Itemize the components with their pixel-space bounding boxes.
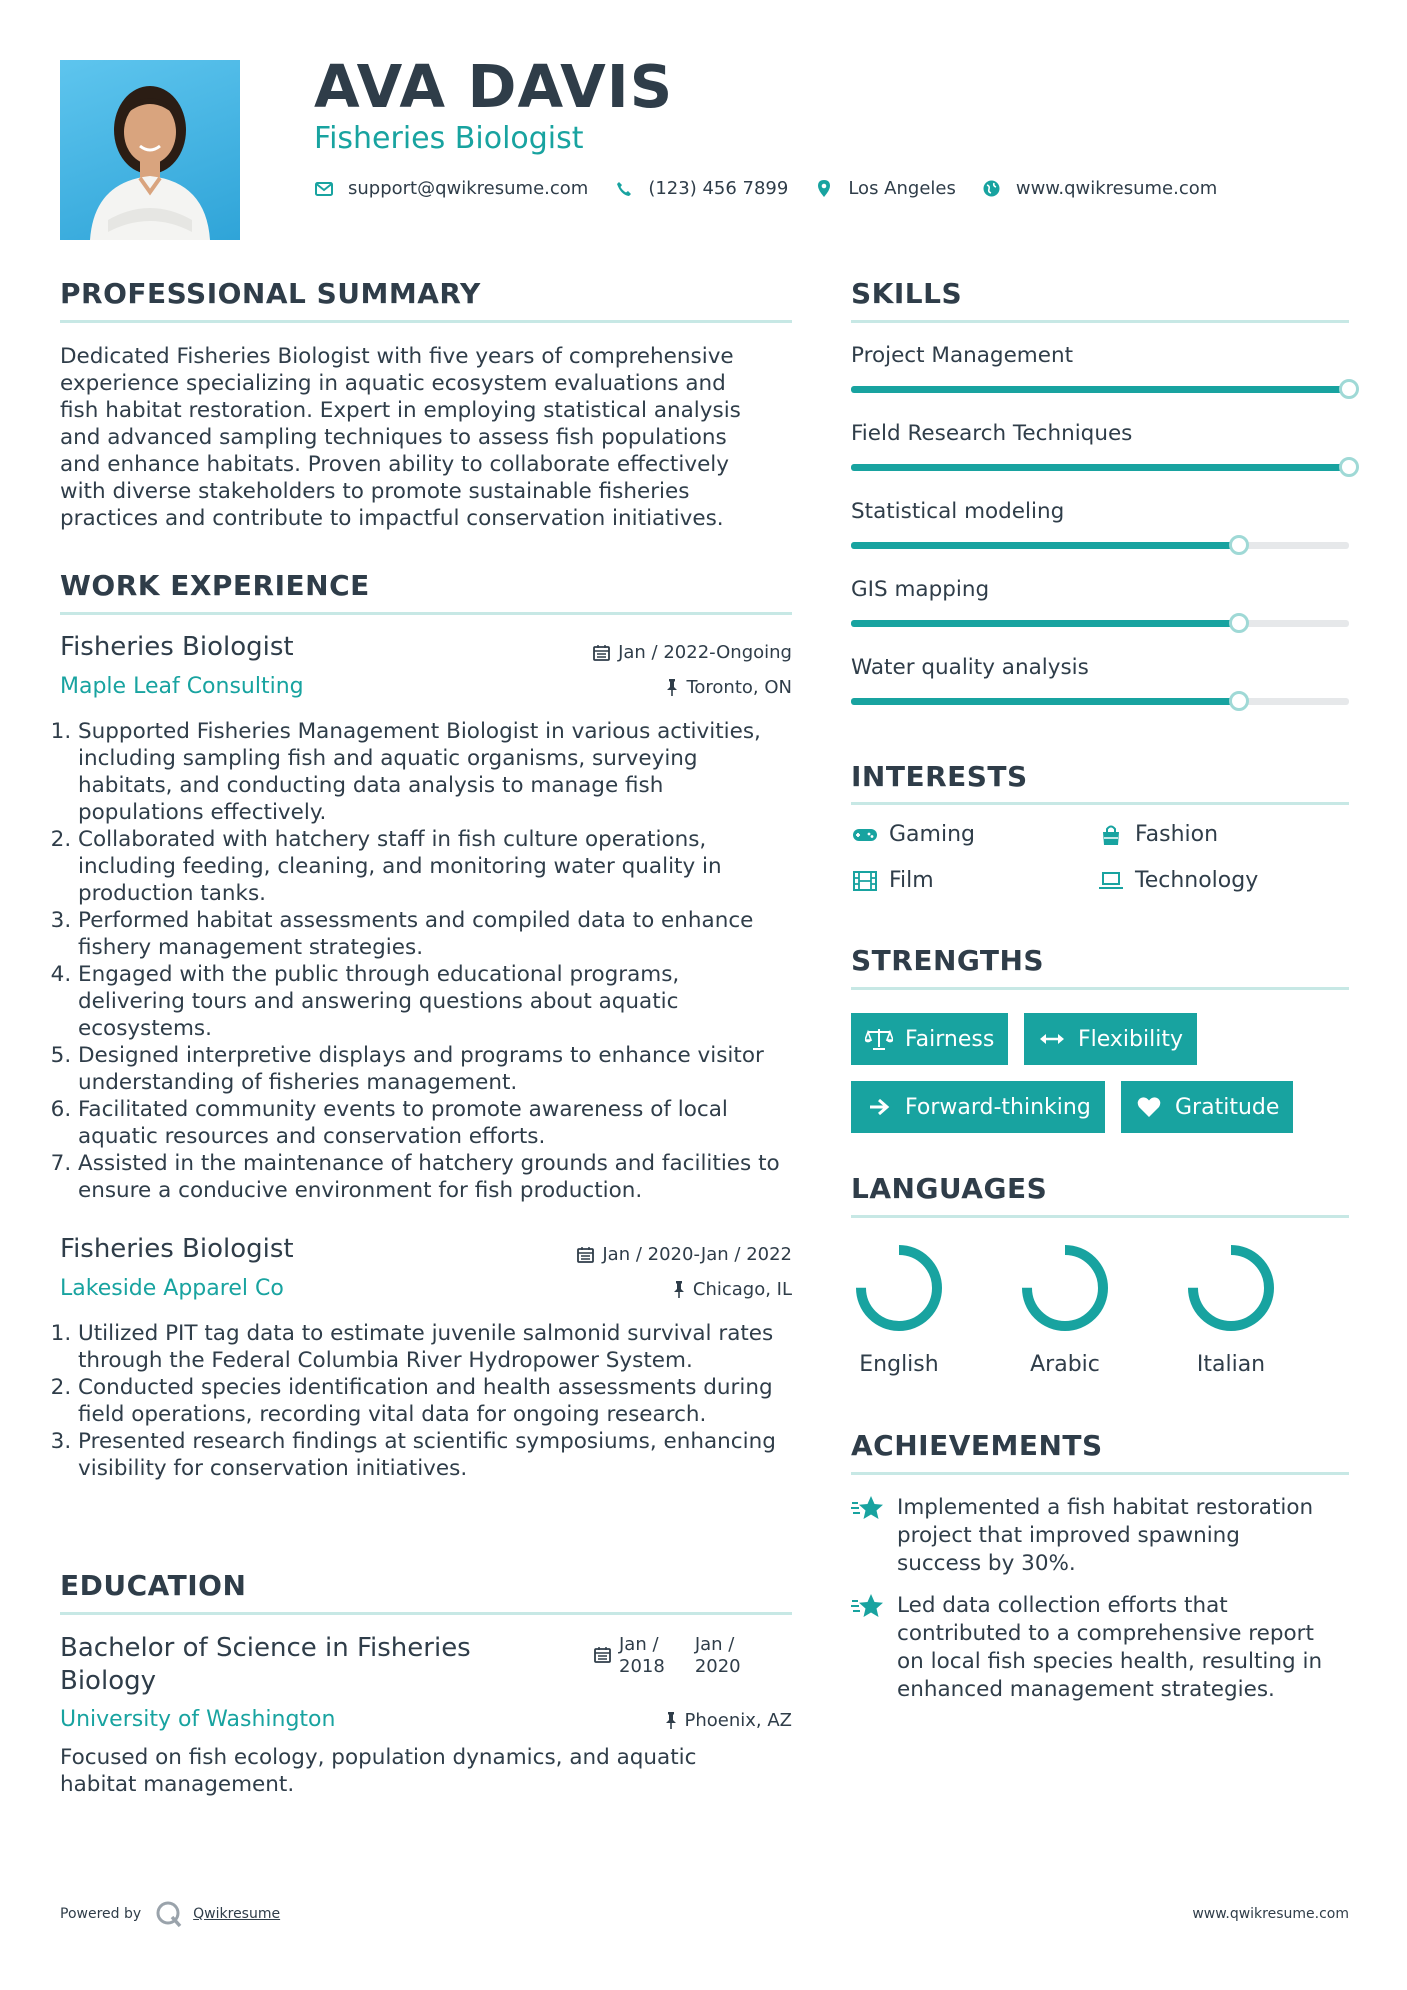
achievement-line: contributed to a comprehensive report [897,1621,1314,1646]
strength-label: Fairness [905,1026,995,1052]
skill-bar-knob [1229,613,1249,633]
achievement-line: success by 30%. [897,1551,1076,1576]
job-dates-text: Jan / 2022-Ongoing [618,642,792,663]
education-start-month: Jan / [619,1634,659,1655]
skill-label: Field Research Techniques [851,421,1133,446]
work-heading: WORK EXPERIENCE [60,569,370,602]
summary-line: Dedicated Fisheries Biologist with five years of comprehensive [60,344,734,369]
contact-location [814,178,956,199]
skill-label: Water quality analysis [851,655,1089,680]
skill-bar-fill [851,386,1349,393]
summary-line: and enhance habitats. Proven ability to collaborate effectively [60,452,729,477]
job-bullet: 1. Utilized PIT tag data to estimate juvenile salmonid survival rates through the Federal Columbia River Hydropower System. [78,1320,792,1374]
candidate-role: Fisheries Biologist [314,121,584,156]
skill-bar-track [851,386,1349,393]
languages-row [851,1242,1349,1392]
job-entry [60,632,792,1204]
language-label: English [859,1352,939,1377]
phone-text: (123) 456 7899 [648,178,789,199]
language-ring [1019,1242,1111,1334]
gamepad-icon [851,823,879,847]
star-icon [851,1592,885,1620]
work-rule [60,612,792,615]
skill-item [851,577,1349,627]
skill-item [851,499,1349,549]
strength-chip [851,1081,1105,1133]
heart-icon [1135,1095,1163,1119]
skill-bar-knob [1339,457,1359,477]
strength-label: Flexibility [1078,1026,1183,1052]
languages-heading: LANGUAGES [851,1172,1048,1205]
education-desc-line: habitat management. [60,1772,295,1797]
education-heading: EDUCATION [60,1569,247,1602]
globe-icon [982,179,1002,199]
strength-chip [851,1013,1008,1065]
contact-email[interactable] [314,178,588,199]
summary-line: fish habitat restoration. Expert in employing statistical analysis [60,398,741,423]
job-bullet: 3. Presented research findings at scientific symposiums, enhancing visibility for conservation initiatives. [78,1428,792,1482]
education-start-year: 2018 [619,1656,665,1677]
pushpin-icon [666,679,678,696]
skill-bar-fill [851,620,1239,627]
footer-powered [60,1900,280,1928]
education-desc-line: Focused on fish ecology, population dynamics, and aquatic [60,1745,697,1770]
achievement-line: on local fish species health, resulting in [897,1649,1323,1674]
job-dates [593,642,792,663]
language-ring [1185,1242,1277,1334]
job-bullets [60,718,792,1204]
job-bullets [60,1320,792,1482]
skill-bar-knob [1229,535,1249,555]
summary-line: with diverse stakeholders to promote sustainable fisheries [60,479,690,504]
languages-rule [851,1215,1349,1218]
phone-icon [614,179,634,199]
job-bullet: 2. Collaborated with hatchery staff in fish culture operations, including feeding, cleaning, and monitoring water quality in production tanks. [78,826,792,907]
education-dates [594,1634,741,1678]
email-text: support@qwikresume.com [348,178,589,199]
interest-label: Technology [1135,868,1259,893]
skills-heading: SKILLS [851,277,963,310]
film-icon [851,869,879,893]
language-ring-arc [1193,1250,1269,1326]
school-name: University of Washington [60,1707,336,1732]
laptop-icon [1097,869,1125,893]
strength-chip [1024,1013,1197,1065]
skill-bar-track [851,620,1349,627]
skill-bar-track [851,698,1349,705]
job-bullet: 2. Conducted species identification and health assessments during field operations, recording vital data for ongoing research. [78,1374,792,1428]
job-company: Maple Leaf Consulting [60,674,304,699]
skill-bar-fill [851,698,1239,705]
powered-by-text: Powered by [60,1906,142,1922]
skill-item [851,343,1349,393]
skill-item [851,421,1349,471]
skill-bar-knob [1229,691,1249,711]
skill-label: Statistical modeling [851,499,1065,524]
education-location-text: Phoenix, AZ [684,1710,792,1731]
education-start [619,1634,665,1678]
skill-bar-fill [851,464,1349,471]
calendar-icon [577,1246,594,1263]
scale-icon [865,1027,893,1051]
education-end-month: Jan / [694,1634,735,1655]
language-ring-arc [861,1250,937,1326]
calendar-icon [593,644,610,661]
skill-label: Project Management [851,343,1074,368]
pushpin-icon [673,1281,685,1298]
skill-item [851,655,1349,705]
language-label: Italian [1196,1352,1266,1377]
achievement-text [897,1592,1322,1704]
achievement-text [897,1494,1313,1578]
interest-item [1097,868,1258,893]
achievement-line: enhanced management strategies. [897,1677,1275,1702]
job-dates-text: Jan / 2020-Jan / 2022 [602,1244,792,1265]
job-entry [60,1234,792,1482]
job-bullet: 7. Assisted in the maintenance of hatchery grounds and facilities to ensure a conducive environment for fish production. [78,1150,792,1204]
achievement-line: Implemented a fish habitat restoration [897,1495,1314,1520]
education-location [665,1710,793,1731]
location-text: Los Angeles [848,178,956,199]
achievement-item [851,1592,1322,1704]
education-end [695,1634,741,1678]
achievement-line: project that improved spawning [897,1523,1240,1548]
website-text: www.qwikresume.com [1015,178,1218,199]
job-bullet: 1. Supported Fisheries Management Biologist in various activities, including sampling fish and aquatic organisms, surveying habitats, and conducting data analysis to manage fish populations effectively. [78,718,792,826]
interests-rule [851,802,1349,805]
language-ring [853,1242,945,1334]
job-title: Fisheries Biologist [60,632,294,662]
language-label: Arabic [1030,1352,1100,1377]
interests-grid [851,822,1349,912]
summary-rule [60,320,792,323]
summary-line: experience specializing in aquatic ecosystem evaluations and [60,371,726,396]
interest-item [851,822,975,847]
brand-link[interactable]: Qwikresume [193,1906,281,1922]
candidate-name: AVA DAVIS [314,52,674,121]
skill-bar-track [851,542,1349,549]
skill-label: GIS mapping [851,577,990,602]
pushpin-icon [665,1712,677,1729]
strength-label: Forward-thinking [905,1094,1091,1120]
skill-bar-fill [851,542,1239,549]
interest-label: Gaming [889,822,975,847]
interest-label: Film [889,868,934,893]
job-bullet: 6. Facilitated community events to promote awareness of local aquatic resources and conservation efforts. [78,1096,792,1150]
star-icon [851,1494,885,1522]
degree-title [60,1632,471,1698]
skill-bar-knob [1339,379,1359,399]
language-item [829,1242,969,1377]
interests-heading: INTERESTS [851,760,1028,793]
summary-heading: PROFESSIONAL SUMMARY [60,277,481,310]
education-entry [60,1632,792,1742]
footer-site[interactable]: www.qwikresume.com [1192,1906,1349,1922]
shopping-bag-icon [1097,823,1125,847]
skills-rule [851,320,1349,323]
achievements-heading: ACHIEVEMENTS [851,1429,1103,1462]
strength-label: Gratitude [1175,1094,1280,1120]
strengths-rule [851,987,1349,990]
job-company: Lakeside Apparel Co [60,1276,284,1301]
language-ring-arc [1027,1250,1103,1326]
envelope-icon [314,179,334,199]
job-location-text: Chicago, IL [692,1279,792,1300]
arrows-horizontal-icon [1038,1027,1066,1051]
job-bullet: 3. Performed habitat assessments and compiled data to enhance fishery management strategies. [78,907,792,961]
job-bullet: 5. Designed interpretive displays and programs to enhance visitor understanding of fisheries management. [78,1042,792,1096]
education-description [60,1744,792,1798]
strength-chip [1121,1081,1293,1133]
interest-item [851,868,934,893]
map-pin-icon [814,179,834,199]
job-dates [577,1244,792,1265]
job-title: Fisheries Biologist [60,1234,294,1264]
strengths-chips [851,1013,1349,1135]
education-rule [60,1612,792,1615]
strengths-heading: STRENGTHS [851,944,1045,977]
contact-bar [314,178,1243,199]
job-bullet: 4. Engaged with the public through educational programs, delivering tours and answering questions about aquatic ecosystems. [78,961,792,1042]
education-end-year: 2020 [694,1656,741,1677]
achievement-line: Led data collection efforts that [897,1593,1228,1618]
summary-line: and advanced sampling techniques to assess fish populations [60,425,727,450]
summary-line: practices and contribute to impactful conservation initiatives. [60,506,724,531]
degree-line: Biology [60,1666,156,1696]
profile-photo [60,60,240,240]
contact-phone[interactable] [614,178,788,199]
interest-item [1097,822,1218,847]
job-location [666,677,792,698]
summary-text [60,343,792,532]
qwikresume-logo-icon [155,1900,183,1928]
degree-line: Bachelor of Science in Fisheries [60,1633,471,1663]
job-location [673,1279,792,1300]
interest-label: Fashion [1135,822,1219,847]
skill-bar-track [851,464,1349,471]
achievements-rule [851,1472,1349,1475]
language-item [1161,1242,1301,1377]
language-item [995,1242,1135,1377]
achievements-list [851,1494,1349,1714]
contact-website[interactable] [982,178,1217,199]
calendar-icon [594,1646,611,1663]
job-location-text: Toronto, ON [686,677,792,698]
arrow-right-icon [865,1095,893,1119]
achievement-item [851,1494,1313,1578]
